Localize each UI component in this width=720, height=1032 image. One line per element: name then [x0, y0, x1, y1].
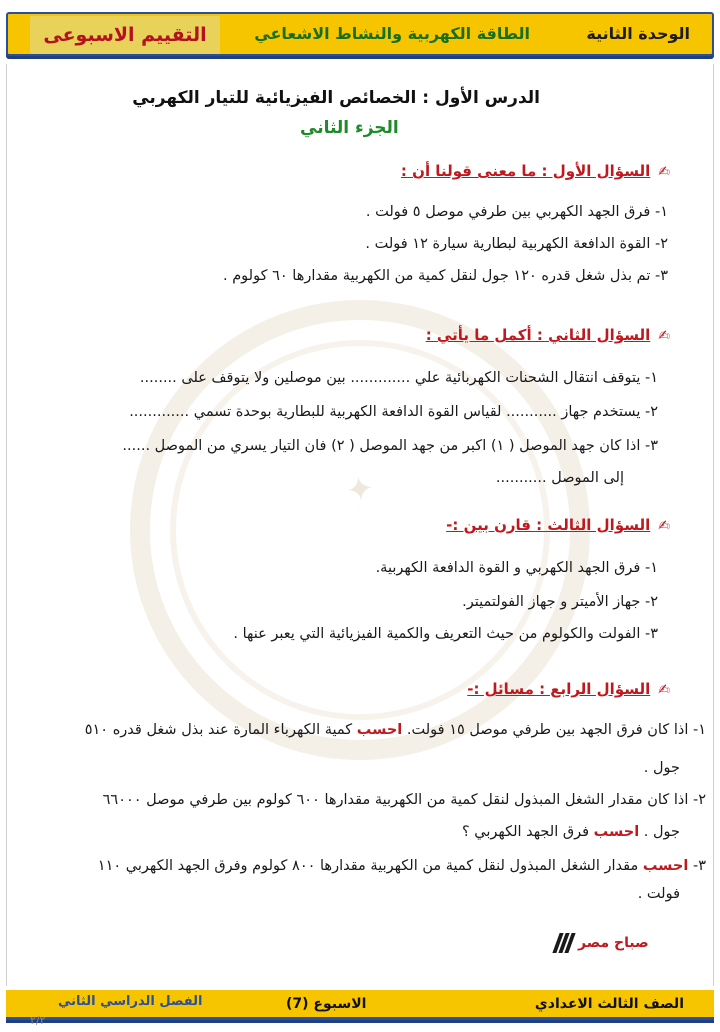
q4-problem-1-text-cont: كمية الكهرباء المارة عند بذل شغل قدره ٥١٠ — [84, 722, 353, 738]
q4-problem-3-text: مقدار الشغل المبذول لنقل كمية من الكهربية مقدارها ٨٠٠ كولوم وفرق الجهد الكهربي ١١٠ — [97, 858, 639, 874]
footer-term: الفصل الدراسي الثاني — [58, 994, 203, 1009]
calculate-keyword: احسب — [356, 722, 403, 738]
topic-label: الطاقة الكهربية والنشاط الاشعاعي — [254, 24, 530, 43]
q2-item-3-cont: إلى الموصل ........... — [495, 470, 624, 486]
page-number: ٢/٢ — [30, 1014, 46, 1027]
lesson-title: الدرس الأول : الخصائص الفيزيائية للتيار الكهربي — [132, 88, 540, 108]
question-1-heading — [401, 162, 670, 180]
q3-item-2: ٢- جهاز الأميتر و جهاز الفولتميتر. — [462, 594, 658, 610]
q1-item-3: ٣- تم بذل شغل قدره ١٢٠ جول لنقل كمية من الكهربية مقدارها ٦٠ كولوم . — [222, 268, 668, 284]
question-4-heading — [467, 680, 670, 698]
q4-problem-2: ٢- اذا كان مقدار الشغل المبذول لنقل كمية من الكهربية مقدارها ٦٠٠ كولوم بين طرفي موصل ٦٦٠٠٠ — [102, 792, 706, 808]
q4-problem-2-text-cont: فرق الجهد الكهربي ؟ — [461, 824, 590, 840]
question-1-heading-text: السؤال الأول : ما معنى قولنا أن : — [400, 162, 651, 180]
q1-item-1: ١- فرق الجهد الكهربي بين طرفي موصل ٥ فولت . — [365, 204, 668, 220]
calculate-keyword: احسب — [593, 824, 640, 840]
assessment-label: التقييم الاسبوعى — [30, 16, 220, 54]
part-title: الجزء الثاني — [300, 118, 399, 138]
q2-item-2: ٢- يستخدم جهاز ........... لقياس القوة الدافعة الكهربية للبطارية بوحدة تسمي ............. — [129, 404, 658, 420]
q4-problem-2-text: جول . — [643, 824, 680, 840]
pen-icon: ✍ — [658, 164, 670, 180]
seal-emblem-icon: ✦ — [343, 468, 377, 512]
q4-problem-1-line-2: جول . — [643, 760, 680, 776]
logo-text: صباح مصر — [578, 935, 649, 951]
footer-week: الاسبوع (7) — [286, 996, 367, 1012]
q4-problem-3 — [98, 858, 706, 874]
question-3-heading — [446, 516, 670, 534]
calculate-keyword: احسب — [642, 858, 689, 874]
pen-icon: ✍ — [658, 682, 670, 698]
q1-item-2: ٢- القوة الدافعة الكهربية لبطارية سيارة ١٢ فولت . — [365, 236, 668, 252]
question-3-heading-text: السؤال الثالث : قارن بين :- — [446, 516, 651, 534]
q4-problem-2-line-2 — [462, 824, 680, 840]
q2-item-3: ٣- اذا كان جهد الموصل ( ١) اكبر من جهد الموصل ( ٢) فان التيار يسري من الموصل ...... — [122, 438, 658, 454]
q4-problem-3-line-2: فولت . — [637, 886, 680, 902]
q2-item-1: ١- يتوقف انتقال الشحنات الكهربائية علي ............. بين موصلين ولا يتوقف على ........ — [139, 370, 658, 386]
q3-item-3: ٣- الفولت والكولوم من حيث التعريف والكمية الفيزيائية التي يعبر عنها . — [233, 626, 658, 642]
q4-problem-1 — [85, 722, 706, 738]
sabah-masr-logo — [556, 930, 666, 956]
footer-grade: الصف الثالث الاعدادي — [534, 996, 684, 1012]
logo-stripes-icon — [556, 933, 572, 953]
q4-problem-3-number: ٣- — [692, 858, 706, 874]
question-4-heading-text: السؤال الرابع : مسائل :- — [467, 680, 651, 698]
question-2-heading — [426, 326, 670, 344]
unit-label: الوحدة الثانية — [586, 24, 690, 43]
pen-icon: ✍ — [658, 518, 670, 534]
q4-problem-1-text: ١- اذا كان فرق الجهد بين طرفي موصل ١٥ فولت. — [406, 722, 706, 738]
question-2-heading-text: السؤال الثاني : أكمل ما يأتي : — [425, 326, 651, 344]
pen-icon: ✍ — [658, 328, 670, 344]
q3-item-1: ١- فرق الجهد الكهربي و القوة الدافعة الكهربية. — [375, 560, 658, 576]
